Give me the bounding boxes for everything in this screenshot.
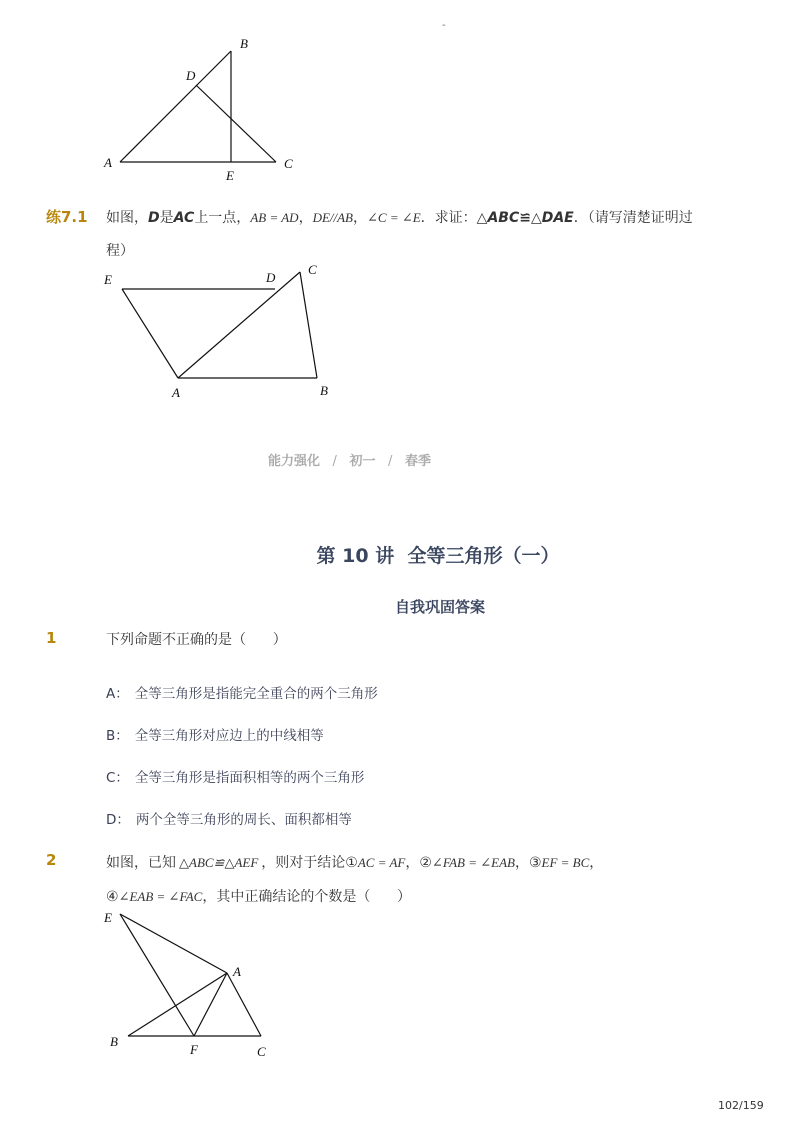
fig1-line-dc [196, 85, 276, 162]
exercise-label: 练7.1 [46, 208, 88, 226]
q2-conclusion-3: EF = BC [541, 855, 590, 870]
fig3-line-af [194, 973, 227, 1036]
q1-option-d-text: 两个全等三角形的周长、面积都相等 [135, 812, 352, 828]
fig3-label-b: B [110, 1034, 118, 1049]
fig3-line-ea [120, 914, 227, 973]
exercise-7-1-line1 [106, 207, 693, 227]
section-title: 自我巩固答案 [394, 598, 485, 616]
fig2-label-b: B [320, 383, 328, 398]
figure-2 [100, 260, 340, 405]
q1-option-c-key: C： [106, 770, 129, 786]
figure-3 [100, 900, 290, 1070]
fig2-label-d: D [266, 270, 276, 285]
lecture-title: 第 10 讲 全等三角形（一） [316, 545, 560, 567]
ex71-text-a: 如图， [106, 210, 148, 226]
q1-option-c[interactable] [106, 766, 364, 786]
breadcrumb [268, 450, 431, 469]
ex71-text-c: 上一点， [194, 210, 251, 226]
q2-text-b: ，则对于结论① [261, 855, 358, 871]
q2-text-d: ，③ [514, 855, 542, 871]
q1-option-a-key: A： [106, 686, 129, 702]
fig2-line-ac [178, 272, 300, 378]
fig3-line-ac [227, 973, 261, 1036]
fig3-label-e: E [104, 910, 112, 925]
q2-text-c: ，② [405, 855, 432, 871]
q2-text-a: 如图，已知 [106, 855, 176, 871]
ex71-cond-1: AB = AD [250, 210, 299, 225]
question-2-line1 [106, 852, 603, 872]
q2-given: △ABC≌△AEF [179, 855, 259, 870]
fig1-label-a: A [104, 155, 112, 170]
ex71-text-d: ．求证： [420, 210, 477, 226]
fig3-line-ab [128, 973, 227, 1036]
page-number: 102/159 [718, 1099, 764, 1112]
fig2-label-e: E [104, 272, 112, 287]
breadcrumb-part-2: 初一 [349, 454, 376, 469]
top-mark: - [442, 20, 446, 31]
q1-option-c-text: 全等三角形是指面积相等的两个三角形 [134, 770, 365, 786]
ex71-cond-2: DE//AB [312, 210, 353, 225]
q1-option-b-key: B： [106, 728, 129, 744]
q2-text-e: ， [589, 855, 604, 871]
fig3-label-f: F [190, 1042, 198, 1057]
q2-conclusion-4: ∠EAB = ∠FAC [118, 889, 203, 904]
ex71-segment-ac: AC [173, 210, 195, 226]
fig2-label-c: C [308, 262, 317, 277]
breadcrumb-sep-1: / [332, 454, 337, 469]
figure-1 [100, 30, 310, 190]
q2-conclusion-2: ∠FAB = ∠EAB [431, 855, 515, 870]
ex71-text-e: ．（请写清楚证明过 [573, 210, 693, 226]
fig3-label-c: C [257, 1044, 266, 1059]
fig1-line-ab [120, 51, 231, 162]
breadcrumb-sep-2: / [388, 454, 393, 469]
ex71-point-d: D [148, 210, 160, 226]
q2-text-f: ④ [106, 889, 119, 905]
ex71-sep-1: ， [298, 210, 313, 226]
fig2-line-ea [122, 289, 178, 378]
fig2-label-a: A [172, 385, 180, 400]
fig1-label-c: C [284, 156, 293, 171]
q1-option-b-text: 全等三角形对应边上的中线相等 [134, 728, 324, 744]
ex71-text-b: 是 [159, 210, 174, 226]
q1-option-d-key: D： [106, 812, 130, 828]
ex71-cond-3: ∠C = ∠E [367, 210, 421, 225]
breadcrumb-part-3: 春季 [404, 454, 431, 469]
q1-option-d[interactable] [106, 808, 352, 828]
fig3-label-a: A [233, 964, 241, 979]
question-1-number: 1 [46, 629, 57, 647]
q2-text-g: ，其中正确结论的个数是（ ） [202, 889, 412, 905]
question-2-number: 2 [46, 851, 57, 869]
fig1-label-d: D [186, 68, 196, 83]
q1-option-a-text: 全等三角形是指能完全重合的两个三角形 [134, 686, 378, 702]
ex71-sep-2: ， [353, 210, 367, 226]
fig2-line-cb [300, 272, 317, 378]
fig1-label-b: B [240, 36, 248, 51]
question-1-text: 下列命题不正确的是（ ） [106, 632, 287, 648]
exercise-7-1-line2: 程） [106, 243, 134, 259]
q1-option-a[interactable] [106, 682, 378, 702]
ex71-proof-target: △ABC≌△DAE [476, 210, 574, 226]
q1-option-b[interactable] [106, 724, 324, 744]
breadcrumb-part-1: 能力强化 [268, 454, 321, 469]
q2-conclusion-1: AC = AF [357, 855, 406, 870]
fig1-label-e: E [226, 168, 234, 183]
